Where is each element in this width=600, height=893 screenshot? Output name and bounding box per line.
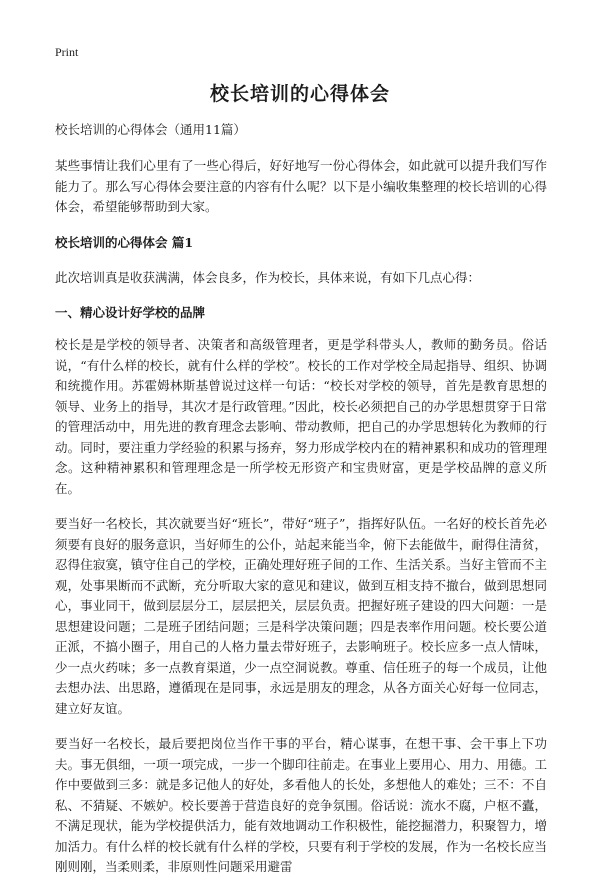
page-title: 校长培训的心得体会	[209, 83, 390, 105]
article-body	[55, 120, 547, 893]
body-paragraph-1: 校长是是学校的领导者、决策者和高级管理者，更是学科带头人，教师的勤务员。俗话说，“有什么样的校长，就有什么样的学校”。校长的工作对学校全局起指导、组织、协调和统揽作用。苏霍姆林斯基曾说过这样一句话：“校长对学校的领导，首先是教育思想的领导、业务上的指导，其次才是行政管理。”因此，校长必须把自己的办学思想贯穿于日常的管理活动中，用先进的教育理念去影响、带动教师，把自己的办学思想转化为教师的行动。同时，要注重力学经验的积累与扬弃，努力形成学校内在的精神累积和成功的管理理念。这种精神累积和管理理念是一所学校无形资产和宝贵财富，更是学校品牌的意义所在。	[55, 337, 547, 496]
body-paragraph-2: 要当好一名校长，其次就要当好“班长”，带好“班子”，指挥好队伍。一名好的校长首先必须要有良好的服务意识，当好师生的公仆，站起来能当伞，俯下去能做牛，耐得住清贫，忍得住寂寞，镇守住自己的学校，正确处理好班子间的工作、生活关系。当好主管而不主观，处事果断而不武断，充分听取大家的意见和建议，做到互相支持不撤台，做到思想同心，事业同干，做到层层分工，层层把关，层层负责。把握好班子建设的四大问题：一是思想建设问题；二是班子团结问题；三是科学决策问题；四是表率作用问题。校长要公道正派，不搞小圈子，用自己的人格力量去带好班子，去影响班子。校长应多一点人情味，少一点火药味；多一点教育渠道，少一点空洞说教。尊重、信任班子的每一个成员，让他去想办法、出思路，遵循现在是同事，永远是朋友的理念，从各方面关心好每一位同志，建立好友谊。	[55, 516, 547, 716]
body-paragraph-3: 要当好一名校长，最后要把岗位当作干事的平台，精心谋事，在想干事、会干事上下功夫。事无俱细，一项一项完成，一步一个脚印往前走。在事业上要用心、用力、用德。工作中要做到三多：就是多记他人的好处，多看他人的长处，多想他人的难处；三不：不自私、不猜疑、不嫉妒。校长要善于营造良好的竞争氛围。俗话说：流水不腐，户枢不蠹，不满足现状，能为学校提供活力，能有效地调动工作积极性，能挖掘潜力，积聚智力，增加活力。有什么样的校长就有什么样的学校，只要有利于学校的发展，作为一名校长应当刚则刚，当柔则柔，非原则性问题采用避雷	[55, 736, 547, 874]
section-title: 校长培训的心得体会 篇1	[55, 234, 194, 250]
point-title: 一、精心设计好学校的品牌	[55, 305, 206, 320]
print-link[interactable]: Print	[55, 45, 79, 59]
intro-paragraph: 某些事情让我们心里有了一些心得后，好好地写一份心得体会，如此就可以提升我们写作能力了。那么写心得体会要注意的内容有什么呢？以下是小编收集整理的校长培训的心得体会，希望能够帮助到大家。	[55, 158, 547, 214]
article-subtitle: 校长培训的心得体会（通用11篇）	[55, 122, 246, 137]
section-intro-paragraph: 此次培训真是收获满满，体会良多，作为校长，具体来说，有如下几点心得：	[55, 269, 481, 285]
